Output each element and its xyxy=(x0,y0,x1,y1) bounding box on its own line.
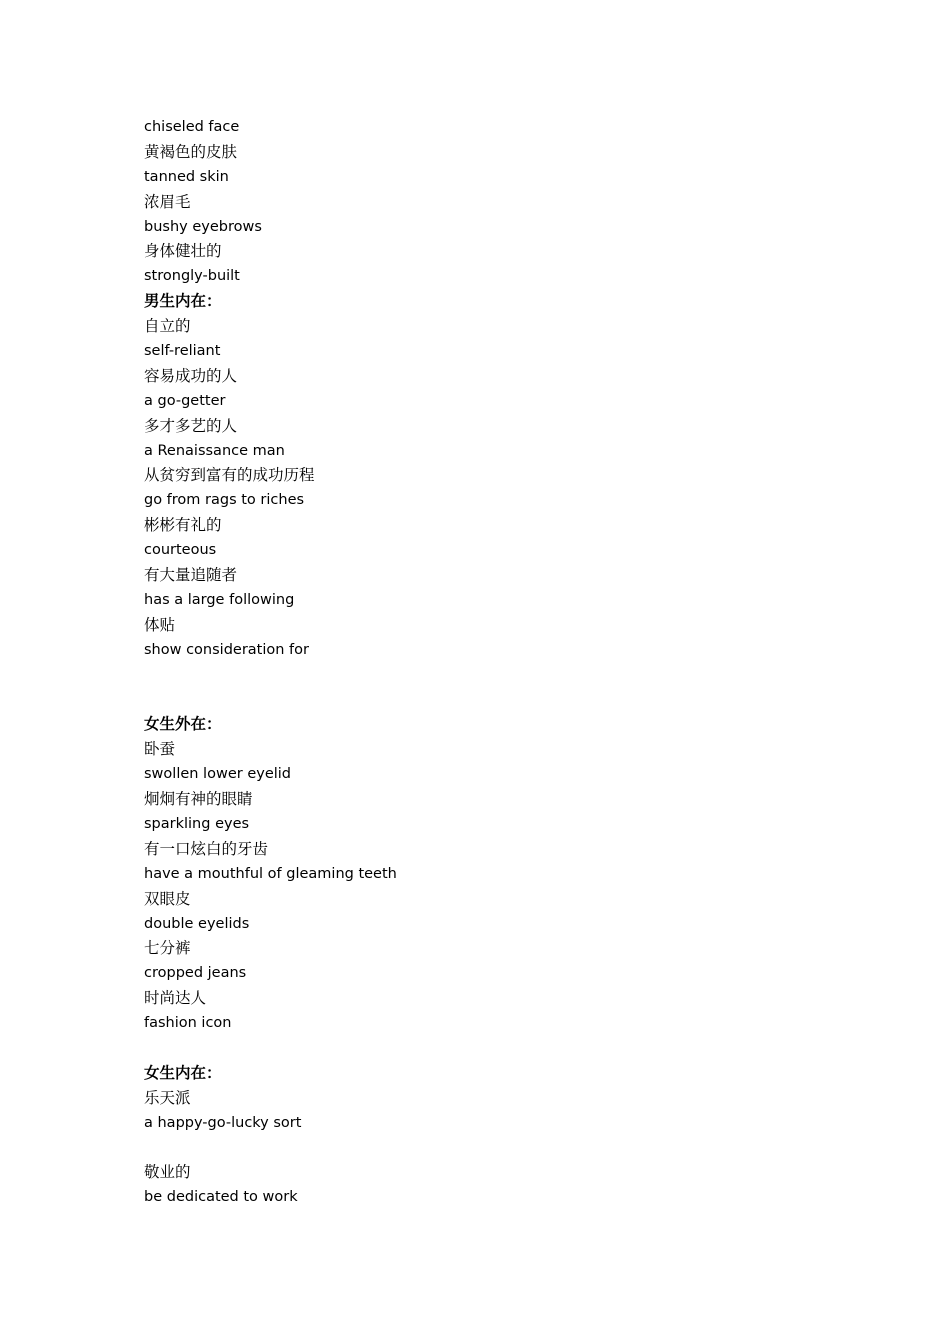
term-english: have a mouthful of gleaming teeth xyxy=(144,865,397,882)
term-chinese: 七分裤 xyxy=(144,939,191,958)
blank-line xyxy=(144,1136,804,1161)
term-chinese: 时尚达人 xyxy=(144,989,207,1008)
term-chinese: 双眼皮 xyxy=(144,889,191,908)
term-english: double eyelids xyxy=(144,915,250,932)
term-chinese: 黄褐色的皮肤 xyxy=(144,142,238,161)
term-english: a happy-go-lucky sort xyxy=(144,1114,302,1131)
term-english: self-reliant xyxy=(144,343,221,360)
term-chinese: 彬彬有礼的 xyxy=(144,516,222,535)
term-chinese: 敬业的 xyxy=(144,1163,191,1182)
blank-line xyxy=(144,1036,804,1061)
term-chinese: 从贫穷到富有的成功历程 xyxy=(144,466,315,485)
term-chinese: 容易成功的人 xyxy=(144,366,238,385)
term-chinese: 多才多艺的人 xyxy=(144,416,238,435)
term-chinese: 乐天派 xyxy=(144,1088,191,1107)
term-english: tanned skin xyxy=(144,168,229,185)
term-english: strongly-built xyxy=(144,268,240,285)
vocabulary-list xyxy=(144,115,804,1210)
term-english: cropped jeans xyxy=(144,965,247,982)
term-chinese: 卧蚕 xyxy=(144,740,176,759)
term-english: bushy eyebrows xyxy=(144,218,262,235)
section-heading-male-inner: 男生内在： xyxy=(144,292,222,311)
term-chinese: 浓眉毛 xyxy=(144,192,191,211)
term-english: fashion icon xyxy=(144,1015,232,1032)
term-english: courteous xyxy=(144,542,217,559)
term-english: go from rags to riches xyxy=(144,492,305,509)
term-chinese: 有大量追随者 xyxy=(144,566,238,585)
term-english: be dedicated to work xyxy=(144,1189,298,1206)
term-english: a Renaissance man xyxy=(144,442,285,459)
term-english: show consideration for xyxy=(144,641,309,658)
blank-line xyxy=(144,687,804,712)
term-english: sparkling eyes xyxy=(144,815,250,832)
term-chinese: 炯炯有神的眼睛 xyxy=(144,790,253,809)
term-english: has a large following xyxy=(144,591,295,608)
term-english: a go-getter xyxy=(144,392,226,409)
term-chinese: 体贴 xyxy=(144,615,176,634)
term-chinese: 身体健壮的 xyxy=(144,242,222,261)
section-heading-female-inner: 女生内在： xyxy=(144,1063,222,1082)
blank-line xyxy=(144,663,804,688)
term-english: chiseled face xyxy=(144,119,240,135)
term-chinese: 自立的 xyxy=(144,317,191,336)
section-heading-female-outer: 女生外在： xyxy=(144,715,222,734)
term-chinese: 有一口炫白的牙齿 xyxy=(144,839,269,858)
term-english: swollen lower eyelid xyxy=(144,766,291,783)
